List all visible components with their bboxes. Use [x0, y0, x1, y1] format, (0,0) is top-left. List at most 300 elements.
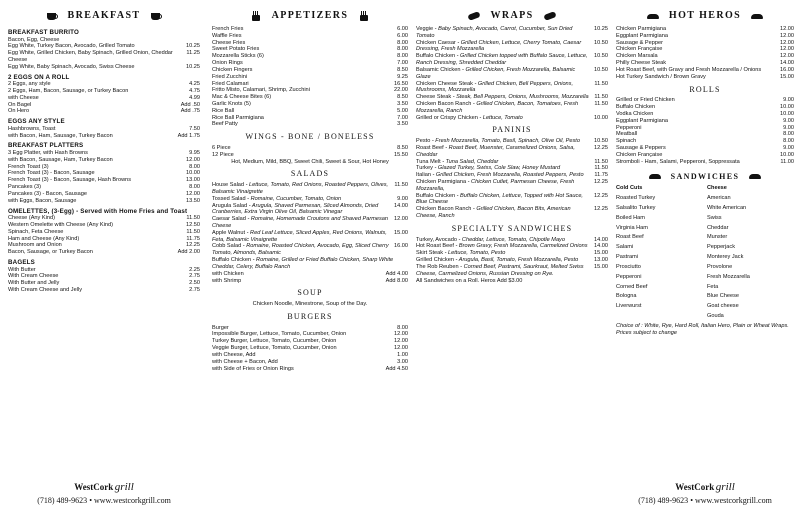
- menu-item: [616, 33, 794, 40]
- item-price: 9.00: [783, 124, 794, 131]
- item-price: 10.50: [594, 66, 608, 73]
- menu-item: [8, 157, 200, 164]
- item-name: Apple Walnut: [212, 229, 246, 236]
- brand-script: grill: [114, 480, 134, 493]
- item-name: Cobb Salad: [212, 243, 242, 250]
- menu-item: [212, 81, 408, 88]
- salads-title: SALADS: [290, 169, 330, 179]
- item-description: - Romaine, Roasted Chicken, Avocado, Egg, Sliced Cherry Tomato, Almonds, Balsamic: [212, 243, 389, 257]
- item-name: Fritto Misto, Calamari, Shrimp, Zucchini: [212, 87, 310, 94]
- menu-item: [8, 287, 200, 294]
- item-name: Turkey: [416, 165, 433, 172]
- cheese-item: Pepperjack: [707, 244, 735, 251]
- menu-item: [616, 74, 794, 81]
- item-name: Grilled Chicken: [416, 257, 454, 264]
- menu-item: [8, 108, 200, 115]
- item-price: 9.00: [783, 144, 794, 151]
- brand-contact: (718) 489-9623 • www.westcorkgrill.com: [638, 496, 772, 506]
- item-price: 11.50: [594, 100, 608, 107]
- item-description: - Arugula, Shaved Parmesan, Sliced Almonds, Dried Cranberries, Extra Virgin Olive Oil, Balsamic Vinegar: [212, 202, 379, 216]
- menu-item: [212, 53, 408, 60]
- sub-sandwich-icon: [751, 11, 763, 21]
- item-price: 11.50: [186, 215, 200, 222]
- section-title: BREAKFAST BURRITO: [8, 29, 80, 36]
- wings-title: WINGS - BONE / BONELESS: [245, 132, 375, 142]
- item-price: Add .50: [180, 101, 200, 108]
- item-description: - Steak, Bell Peppers, Onions, Mushrooms, Mozzarella: [452, 94, 589, 101]
- menu-item: [212, 87, 408, 94]
- item-price: 12.50: [186, 221, 200, 228]
- item-name: Eggplant Parmigiana: [616, 117, 668, 124]
- item-name: Mac & Cheese Bites (6): [212, 94, 272, 101]
- item-name: House Salad: [212, 182, 245, 189]
- soup-text: Chicken Noodle, Minestrone, Soup of the Day.: [252, 301, 368, 308]
- item-name: Spinach: [616, 138, 637, 145]
- brand-name: WestCork: [74, 481, 114, 492]
- item-description: - Grilled Chicken, Bell Peppers, Onions, Mushrooms, Mozzarella: [416, 80, 574, 94]
- menu-item: [616, 118, 794, 125]
- item-price: 12.00: [780, 39, 794, 46]
- menu-item: [212, 230, 408, 244]
- sub-sandwich-icon: [649, 171, 661, 181]
- item-name: Chicken Fingers: [212, 66, 253, 73]
- salads-list: [212, 182, 408, 271]
- item-price: 10.50: [594, 138, 608, 145]
- item-price: 7.00: [397, 114, 408, 121]
- menu-item: [212, 33, 408, 40]
- menu-item: [416, 257, 608, 264]
- brand-website: www.westcorkgrill.com: [94, 496, 171, 506]
- item-price: 8.00: [397, 46, 408, 53]
- menu-item: [212, 94, 408, 101]
- item-name: Pepperoni: [616, 124, 642, 131]
- heros-list: [616, 26, 794, 81]
- cold-cut-item: Prosciutto: [616, 263, 641, 270]
- item-name: Ham and Cheese (Any Kind): [8, 235, 80, 242]
- coffee-cup-icon: [150, 11, 162, 21]
- menu-item: [8, 64, 200, 71]
- wings-flavors: Hot, Medium, Mild, BBQ, Sweet Chili, Sweet & Sour, Hot Honey: [231, 158, 389, 165]
- cheese-item: Fresh Mozzarella: [707, 273, 750, 280]
- cheese-item: Gouda: [707, 312, 724, 319]
- hot-heros-banner: [616, 6, 794, 26]
- item-price: 8.00: [397, 324, 408, 331]
- item-name: Fried Calamari: [212, 80, 249, 87]
- burgers-list: [212, 325, 408, 373]
- item-description: - Fresh Mozzarella, Tomato, Basil, Spinach, Olive Oil, Pesto: [431, 138, 580, 145]
- item-name: Waffle Fries: [212, 32, 242, 39]
- item-name: Chicken Bacon Ranch: [416, 100, 472, 107]
- item-name: Egg White, Grilled Chicken, Baby Spinach, Grilled Onion, Cheddar Cheese: [8, 50, 173, 63]
- specialty-note: All Sandwiches on a Roll. Heros Add $3.00: [416, 277, 523, 284]
- item-name: Skirt Steak: [416, 250, 444, 257]
- menu-item: [8, 37, 200, 44]
- cheese-item: American: [707, 195, 731, 202]
- item-description: - Lettuce, Tomato: [479, 114, 523, 121]
- item-price: 2.25: [189, 266, 200, 273]
- item-name: Chicken Française: [616, 151, 663, 158]
- cold-cut-item: Corned Beef: [616, 283, 648, 290]
- brand-phone: (718) 489-9623: [638, 496, 689, 506]
- menu-item: [212, 325, 408, 332]
- item-price: 15.00: [594, 250, 608, 257]
- item-price: 12.00: [780, 53, 794, 60]
- item-name: Meatball: [616, 131, 638, 138]
- item-price: 8.00: [397, 39, 408, 46]
- menu-item: [212, 121, 408, 128]
- item-price: 11.00: [780, 158, 794, 165]
- item-name: with Bacon, Ham, Sausage, Turkey Bacon: [8, 132, 113, 139]
- item-price: 2.50: [189, 280, 200, 287]
- item-name: On Bagel: [8, 101, 32, 108]
- item-name: 3 Egg Platter, with Hash Browns: [8, 150, 88, 156]
- cheese-item: Blue Cheese: [707, 293, 740, 300]
- item-price: Add 8.00: [385, 277, 408, 284]
- item-price: 12.00: [780, 32, 794, 39]
- item-price: 11.25: [186, 50, 200, 57]
- salads-addons: [212, 271, 408, 285]
- cold-cut-item: Roast Beef: [616, 234, 644, 241]
- menu-item: [212, 203, 408, 217]
- item-description: - Glazed Turkey, Swiss, Cole Slaw, Honey Mustard: [434, 165, 561, 172]
- item-name: With Butter and Jelly: [8, 280, 60, 287]
- cheese-header: Cheese: [707, 185, 727, 192]
- cold-cuts-header: Cold Cuts: [616, 185, 643, 192]
- menu-item: [8, 222, 200, 229]
- menu-item: [8, 126, 200, 133]
- menu-item: [8, 164, 200, 171]
- item-name: Cheese (Any Kind): [8, 215, 55, 222]
- item-name: Roast Beef: [416, 144, 444, 151]
- item-name: Chicken Française: [616, 46, 663, 53]
- brand-contact: (718) 489-9623 • www.westcorkgrill.com: [37, 496, 171, 506]
- item-price: 2.75: [189, 273, 200, 280]
- brand-logo: [8, 481, 200, 506]
- item-price: 15.00: [394, 229, 408, 236]
- cheese-item: Goat cheese: [707, 303, 739, 310]
- brand-phone: (718) 489-9623: [37, 496, 88, 506]
- item-name: Hot Roast Beef: [416, 243, 454, 250]
- item-description: - Romaine, Grilled or Fried Buffalo Chicken, Sharp White Cheddar, Celery, Buffalo Ranch: [212, 257, 394, 270]
- item-price: 9.00: [397, 195, 408, 202]
- menu-item: [616, 26, 794, 33]
- menu-item: [616, 67, 794, 74]
- item-price: 4.99: [189, 94, 200, 101]
- item-name: Garlic Knots (5): [212, 100, 251, 107]
- menu-item: [416, 237, 608, 244]
- item-name: Hot Turkey Sandwich / Brown Gravy: [616, 73, 706, 80]
- menu-item: [8, 273, 200, 280]
- item-name: Grilled or Crispy Chicken: [416, 114, 478, 121]
- item-price: 12.00: [394, 345, 408, 352]
- item-name: Cheese Steak: [416, 94, 452, 101]
- item-name: Burger: [212, 324, 229, 331]
- item-description: - Arugula, Basil, Tomato, Fresh Mozzarella, Pesto: [455, 257, 579, 264]
- item-price: 12.25: [594, 144, 608, 151]
- item-name: with Cheese: [8, 94, 39, 101]
- item-price: 11.75: [594, 172, 608, 179]
- item-price: 8.00: [783, 138, 794, 145]
- menu-item: [212, 352, 408, 359]
- item-price: 16.00: [780, 66, 794, 73]
- appetizers-banner: [212, 6, 408, 26]
- wraps-title: WRAPS: [490, 9, 534, 21]
- item-name: Turkey, Avocado: [416, 236, 457, 243]
- menu-item: [416, 101, 608, 115]
- item-description: - Romaine, Homemade Croutons and Shaved Parmesan Cheese: [212, 216, 389, 229]
- menu-item: [416, 172, 608, 179]
- item-name: with Side of Fries or Onion Rings: [212, 365, 294, 372]
- item-price: 12.00: [780, 46, 794, 53]
- item-description: - Baby Spinach, Avocado, Carrot, Cucumber, Sun Dried Tomato: [416, 26, 573, 39]
- menu-item: [212, 359, 408, 366]
- section-title: BREAKFAST PLATTERS: [8, 142, 84, 150]
- item-description: - Grilled Chicken, Fresh Mozzarella, Roasted Peppers, Pesto: [432, 172, 584, 179]
- menu-item: [416, 94, 608, 101]
- item-name: French Toast (3) - Bacon, Sausage: [8, 170, 95, 177]
- menu-item: [616, 152, 794, 159]
- item-name: Spinach, Feta Cheese: [8, 228, 64, 235]
- item-name: Turkey Burger, Lettuce, Tomato, Cucumber, Onion: [212, 338, 337, 345]
- item-price: 12.25: [594, 206, 608, 213]
- item-price: Add .75: [180, 108, 200, 115]
- item-price: 22.00: [394, 87, 408, 94]
- item-price: 12.00: [394, 331, 408, 338]
- item-price: 6.00: [397, 26, 408, 32]
- item-description: - Corned Beef, Pastrami, Saurkraut, Melted Swiss Cheese, Carmelized Onions, Russian Dressing on Rye.: [416, 263, 584, 277]
- soup-title: SOUP: [297, 288, 323, 298]
- menu-item: [8, 242, 200, 249]
- item-price: 10.00: [780, 110, 794, 117]
- item-name: Chicken Caesar: [416, 39, 456, 46]
- menu-item: [212, 338, 408, 345]
- menu-item: [616, 40, 794, 47]
- item-price: 13.50: [186, 197, 200, 204]
- item-price: 10.25: [186, 63, 200, 70]
- item-price: 16.00: [394, 243, 408, 250]
- paninis-list: [416, 138, 608, 220]
- sandwiches-banner: [616, 169, 794, 183]
- coffee-cup-icon: [46, 11, 58, 21]
- menu-item: [8, 50, 200, 64]
- menu-item: [416, 264, 608, 278]
- item-price: 10.50: [594, 53, 608, 60]
- menu-item: [416, 81, 608, 95]
- brand-logo-right: [616, 481, 794, 506]
- item-price: 9.00: [783, 117, 794, 124]
- item-price: 10.25: [186, 43, 200, 50]
- item-name: Chicken Parmigiana: [416, 179, 467, 185]
- item-price: 10.00: [780, 151, 794, 158]
- menu-item: [212, 271, 408, 278]
- item-price: 14.00: [594, 236, 608, 243]
- menu-item: [616, 53, 794, 60]
- item-name: Veggie Burger, Lettuce, Tomato, Cucumber, Onion: [212, 345, 337, 352]
- wraps-banner: [416, 6, 608, 26]
- item-name: Tossed Salad: [212, 195, 246, 202]
- item-name: Chicken Marsala: [616, 53, 658, 60]
- menu-item: [616, 46, 794, 53]
- item-name: Tuna Melt: [416, 158, 441, 165]
- menu-item: [212, 145, 408, 152]
- item-price: 12.00: [186, 156, 200, 163]
- item-price: Add 1.75: [177, 132, 200, 139]
- menu-item: [212, 101, 408, 108]
- cold-cut-item: Pepperoni: [616, 273, 642, 280]
- item-price: 8.00: [189, 163, 200, 170]
- menu-item: [212, 152, 408, 159]
- item-price: 11.50: [594, 94, 608, 101]
- menu-item: [416, 53, 608, 67]
- item-name: 2 Eggs, Ham, Bacon, Sausage, or Turkey Bacon: [8, 88, 129, 94]
- hot-heros-title: HOT HEROS: [668, 9, 742, 21]
- item-description: - Grilled Chicken, Bacon Bits, American Cheese, Ranch: [416, 206, 571, 220]
- cold-cut-item: Bologna: [616, 293, 637, 300]
- item-name: With Butter: [8, 266, 36, 273]
- item-name: Chicken Parmigiana: [616, 26, 667, 32]
- item-name: Buffalo Chicken: [416, 192, 456, 199]
- item-name: Rice Ball: [212, 107, 235, 114]
- brand-name: WestCork: [675, 481, 715, 492]
- cheese-item: Cheddar: [707, 224, 729, 231]
- appetizers-title: APPETIZERS: [271, 9, 349, 21]
- menu-item: [8, 229, 200, 236]
- item-price: 14.00: [394, 202, 408, 209]
- item-name: Buffalo Chicken: [212, 257, 252, 264]
- menu-item: [616, 138, 794, 145]
- item-name: 12 Piece: [212, 151, 234, 158]
- item-price: 12.00: [780, 26, 794, 32]
- item-name: with Chicken: [212, 270, 244, 277]
- item-name: Sausage & Pepper: [616, 39, 663, 46]
- item-name: 2 Eggs, any style: [8, 81, 51, 88]
- item-name: Philly Cheese Steak: [616, 60, 667, 67]
- item-price: 10.00: [186, 170, 200, 177]
- item-price: 10.00: [780, 104, 794, 111]
- item-price: 9.00: [783, 97, 794, 104]
- wraps-column: [416, 6, 608, 512]
- item-name: The Rob Reuben: [416, 263, 459, 270]
- item-price: 9.25: [397, 73, 408, 80]
- cheese-item: Swiss: [707, 214, 722, 221]
- wrap-icon: [468, 11, 480, 21]
- item-name: with Cheese, Add: [212, 351, 256, 358]
- item-description: - Red Leaf Lettuce, Sliced Apples, Red Onions, Walnuts, Feta, Balsamic Vinaigrette: [212, 229, 387, 243]
- item-name: French Toast (3): [8, 163, 49, 170]
- menu-item: [8, 43, 200, 50]
- item-name: with Bacon, Sausage, Ham, Turkey Bacon: [8, 156, 113, 163]
- burgers-title: BURGERS: [287, 311, 333, 321]
- item-name: Egg White, Baby Spinach, Avocado, Swiss Cheese: [8, 63, 135, 70]
- menu-item: [416, 67, 608, 81]
- menu-item: [416, 179, 608, 193]
- cheese-list: [707, 185, 794, 322]
- cold-cut-item: Salsalito Turkey: [616, 205, 656, 211]
- item-price: 15.00: [594, 263, 608, 270]
- breakfast-title: BREAKFAST: [67, 9, 141, 21]
- item-name: On Hero: [8, 108, 30, 115]
- cold-cut-item: Boiled Ham: [616, 214, 645, 221]
- item-name: Mushroom and Onion: [8, 242, 62, 249]
- item-price: 11.75: [186, 235, 200, 242]
- item-description: - Grilled Chicken topped with Buffalo Sauce, Lettuce, Ranch Dressing, Shredded Cheddar: [416, 53, 588, 67]
- menu-item: [8, 81, 200, 88]
- item-price: 11.50: [594, 165, 608, 172]
- item-price: 12.25: [594, 179, 608, 185]
- item-name: French Fries: [212, 26, 244, 32]
- menu-item: [8, 170, 200, 177]
- item-name: Pancakes (3) - Bacon, Sausage: [8, 190, 87, 197]
- item-name: 6 Piece: [212, 144, 231, 151]
- item-price: 13.00: [186, 177, 200, 184]
- item-price: 9.95: [189, 150, 200, 156]
- item-price: 13.00: [594, 257, 608, 264]
- sandwich-options: [616, 185, 794, 322]
- item-price: 11.50: [394, 182, 408, 189]
- item-name: Bacon, Egg, Cheese: [8, 36, 60, 43]
- item-name: with Shrimp: [212, 277, 242, 284]
- menu-item: [8, 150, 200, 157]
- item-price: 1.00: [397, 351, 408, 358]
- item-name: Mozzarella Sticks (6): [212, 53, 264, 60]
- item-price: 14.00: [594, 243, 608, 250]
- wraps-list: [416, 26, 608, 121]
- menu-item: [8, 267, 200, 274]
- sub-sandwich-icon: [647, 11, 659, 21]
- menu-item: [416, 165, 608, 172]
- menu-item: [616, 131, 794, 138]
- item-name: Buffalo Chicken: [416, 53, 456, 60]
- sandwiches-note: Choice of : White, Rye, Hard Roll, Italian Hero, Plain or Wheat Wraps. Prices subject to change: [616, 322, 789, 336]
- menu-item: [8, 215, 200, 222]
- item-name: Sausage & Peppers: [616, 144, 666, 151]
- item-name: Arugula Salad: [212, 202, 248, 209]
- item-description: - Grilled Chicken, Lettuce, Cherry Tomato, Caesar Dressing, Fresh Mozzarella: [416, 39, 582, 53]
- item-name: Western Omelette with Cheese (Any Kind): [8, 221, 113, 228]
- section-title: BAGELS: [8, 258, 35, 266]
- item-description: - Cheddar, Lettuce, Tomato, Chipotle Mayo: [458, 236, 565, 243]
- item-price: 14.00: [780, 60, 794, 67]
- breakfast-column: [8, 6, 200, 512]
- menu-item: [212, 345, 408, 352]
- item-price: 8.50: [397, 94, 408, 101]
- rolls-list: [616, 97, 794, 165]
- item-price: 11.50: [594, 80, 608, 87]
- item-price: 12.00: [394, 216, 408, 223]
- appetizer-list: [212, 26, 408, 128]
- cold-cuts-list: [616, 185, 703, 322]
- item-price: 6.00: [397, 32, 408, 39]
- menu-item: [616, 111, 794, 118]
- menu-item: [8, 191, 200, 198]
- item-name: Rice Ball Parmigiana: [212, 114, 264, 121]
- item-price: 12.25: [186, 242, 200, 249]
- menu-item: [212, 243, 408, 257]
- item-name: Eggplant Parmigiana: [616, 32, 668, 39]
- menu-item: [8, 280, 200, 287]
- item-name: Beef Patty: [212, 121, 238, 128]
- menu-item: [8, 133, 200, 140]
- item-name: With Cream Cheese: [8, 273, 59, 280]
- item-name: Sweet Potato Fries: [212, 46, 260, 53]
- item-name: With Cream Cheese and Jelly: [8, 286, 82, 293]
- cheese-item: Provolone: [707, 263, 733, 270]
- item-price: 10.00: [594, 114, 608, 121]
- item-price: Add 2.00: [177, 249, 200, 256]
- menu-item: [416, 115, 608, 122]
- menu-item: [8, 88, 200, 95]
- item-description: - Lettuce, Tomato, Red Onions, Roasted Peppers, Olives, Balsamic Vinaigrette: [212, 182, 389, 195]
